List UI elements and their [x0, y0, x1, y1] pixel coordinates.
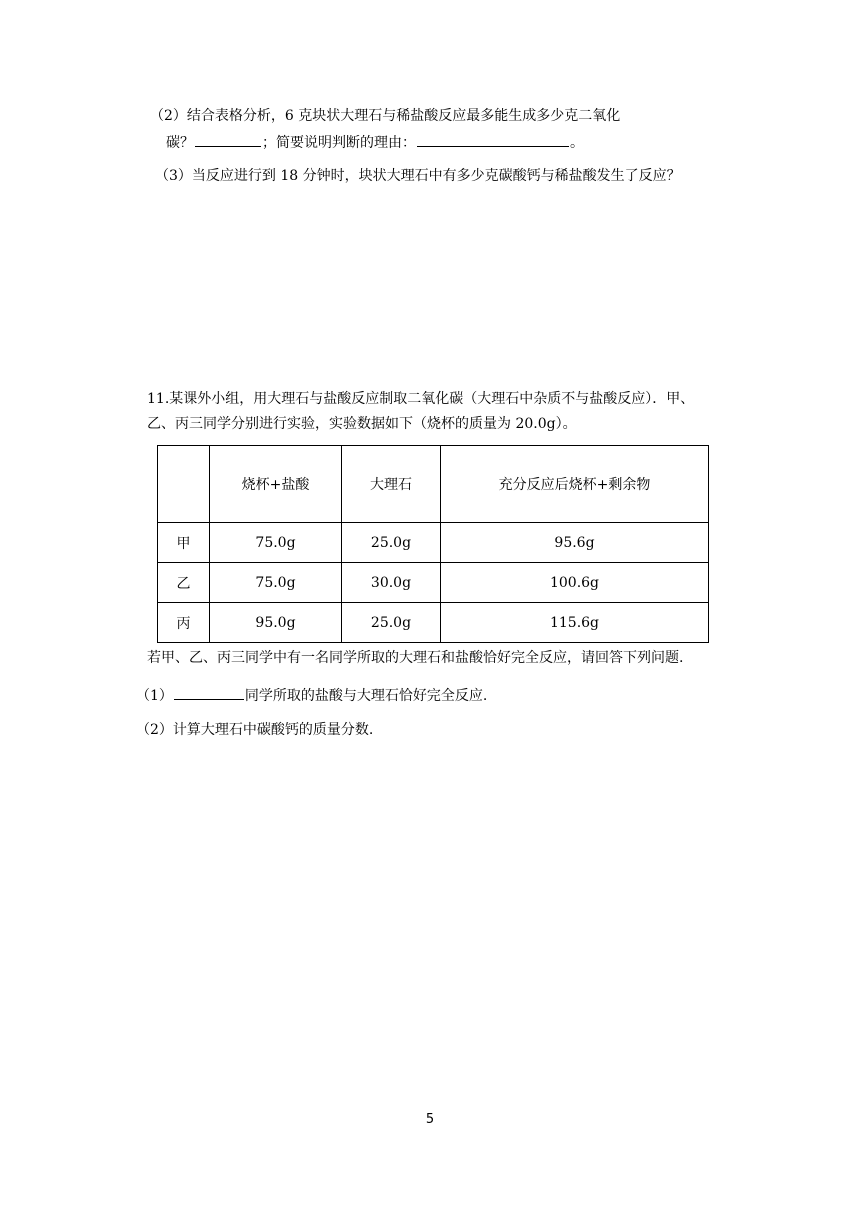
- header-cell-beaker-acid: 烧杯+盐酸: [210, 446, 342, 523]
- table-row: [158, 603, 709, 643]
- q2-line2: [166, 131, 584, 153]
- q2-line2-start: 碳？: [166, 135, 194, 151]
- cell-beaker-acid: 75.0g: [210, 523, 342, 563]
- q2-answer-blank[interactable]: [195, 131, 261, 147]
- q11-line2: 乙、丙三同学分别进行实验，实验数据如下（烧杯的质量为 20.0g）。: [147, 416, 577, 432]
- row-label: 甲: [158, 523, 210, 563]
- cell-after-reaction: 115.6g: [441, 603, 709, 643]
- header-cell-marble: 大理石: [342, 446, 441, 523]
- q2-reason-blank[interactable]: [417, 131, 569, 147]
- cell-marble: 25.0g: [342, 523, 441, 563]
- q3-text: （3）当反应进行到 18 分钟时，块状大理石中有多少克碳酸钙与稀盐酸发生了反应？: [155, 168, 681, 184]
- cell-beaker-acid: 75.0g: [210, 563, 342, 603]
- q11-line1: 11.某课外小组，用大理石与盐酸反应制取二氧化碳（大理石中杂质不与盐酸反应）．甲、: [147, 391, 695, 407]
- cell-beaker-acid: 95.0g: [210, 603, 342, 643]
- table-header-row: [158, 446, 709, 523]
- header-cell-after-reaction: 充分反应后烧杯+剩余物: [441, 446, 709, 523]
- cell-marble: 30.0g: [342, 563, 441, 603]
- q11-sub1-number: （1）: [136, 688, 173, 704]
- q11-sub2: （2）计算大理石中碳酸钙的质量分数.: [136, 722, 374, 738]
- row-label: 丙: [158, 603, 210, 643]
- q2-line2-end: 。: [570, 135, 584, 151]
- q11-note: 若甲、乙、丙三同学中有一名同学所取的大理石和盐酸恰好完全反应，请回答下列问题.: [147, 650, 684, 666]
- cell-marble: 25.0g: [342, 603, 441, 643]
- q2-line1: （2）结合表格分析，6 克块状大理石与稀盐酸反应最多能生成多少克二氧化: [150, 108, 621, 124]
- cell-after-reaction: 100.6g: [441, 563, 709, 603]
- q11-sub1-blank[interactable]: [174, 684, 244, 700]
- q11-sub1: [136, 684, 487, 706]
- row-label: 乙: [158, 563, 210, 603]
- q2-line2-middle: ；简要说明判断的理由：: [262, 135, 416, 151]
- table-row: [158, 563, 709, 603]
- q11-sub1-text: 同学所取的盐酸与大理石恰好完全反应.: [244, 688, 488, 704]
- cell-after-reaction: 95.6g: [441, 523, 709, 563]
- experiment-table: [157, 445, 709, 643]
- page-number: 5: [425, 1112, 435, 1127]
- table-row: [158, 523, 709, 563]
- header-cell-empty: [158, 446, 210, 523]
